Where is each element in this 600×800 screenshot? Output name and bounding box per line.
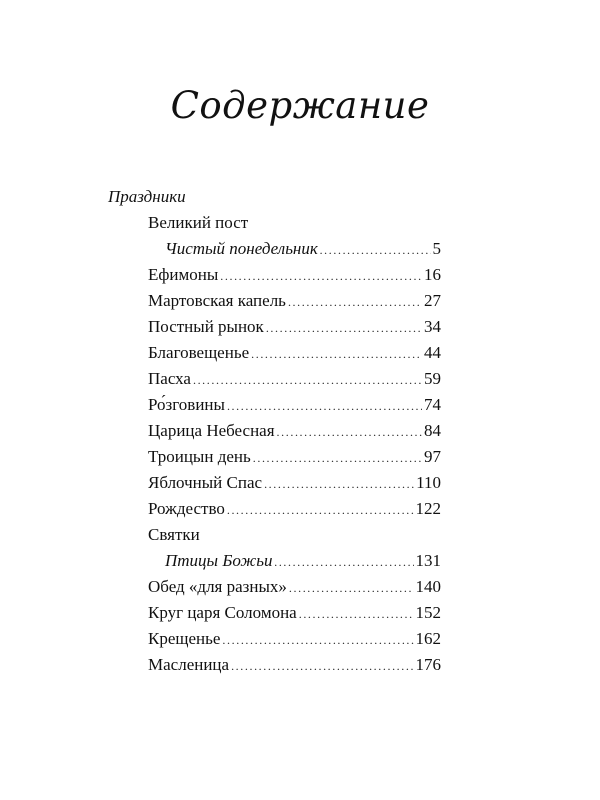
toc-leader-dots [264, 477, 414, 492]
toc-entry[interactable] [148, 603, 441, 623]
toc-entry-title: Ефимоны [148, 265, 219, 284]
page-title: Содержание [170, 84, 430, 127]
toc-entry[interactable] [148, 499, 441, 519]
toc-entry-page: 34 [424, 317, 441, 336]
toc-entry[interactable] [165, 551, 441, 571]
toc-entry[interactable] [148, 343, 441, 363]
section-heading-prazdniki: Праздники [108, 187, 186, 206]
toc-entry-title: Благовещенье [148, 343, 250, 362]
toc-entry-page: 162 [415, 629, 441, 648]
toc-leader-dots [277, 425, 422, 440]
toc-leader-dots [231, 659, 413, 674]
toc-entry-title: Масленица [148, 655, 230, 674]
toc-entry-title: Яблочный Спас [148, 473, 263, 492]
toc-entry-title: Крещенье [148, 629, 221, 648]
toc-entry-page: 110 [416, 473, 441, 492]
toc-leader-dots [220, 269, 422, 284]
toc-leader-dots [289, 581, 414, 596]
toc-entry-title: Постный рынок [148, 317, 264, 336]
toc-leader-dots [266, 321, 422, 336]
toc-entry-page: 59 [424, 369, 441, 388]
toc-entry[interactable] [148, 291, 441, 311]
toc-entry[interactable] [148, 421, 441, 441]
toc-entry-page: 84 [424, 421, 441, 440]
toc-leader-dots [227, 503, 414, 518]
toc-entry-title: Троицын день [148, 447, 251, 466]
toc-leader-dots [320, 243, 431, 258]
toc-entry-title: Рождество [148, 499, 225, 518]
toc-leader-dots [222, 633, 413, 648]
toc-leader-dots [299, 607, 414, 622]
toc-entry-title: Ро́зговины [148, 395, 225, 414]
toc-leader-dots [251, 347, 422, 362]
toc-entry-title: Обед «для разных» [148, 577, 287, 596]
toc-entry-page: 97 [424, 447, 441, 466]
toc-entry-title: Царица Небесная [148, 421, 275, 440]
toc-entry-page: 16 [424, 265, 441, 284]
toc-entry-page: 131 [415, 551, 441, 570]
toc-entry-page: 140 [415, 577, 441, 596]
toc-entry[interactable] [148, 629, 441, 649]
toc-leader-dots [227, 399, 422, 414]
toc-leader-dots [288, 295, 422, 310]
toc-entry-page: 74 [424, 395, 441, 414]
toc-entry-page: 122 [415, 499, 441, 518]
toc-entry-title: Мартовская капель [148, 291, 286, 310]
toc-entry-title: Чистый понедельник [165, 239, 318, 258]
toc-entry[interactable] [148, 577, 441, 597]
subheading-lent: Великий пост [148, 213, 249, 232]
toc-leader-dots [274, 555, 413, 570]
toc-entry-page: 176 [415, 655, 441, 674]
toc-entry-page: 27 [424, 291, 441, 310]
toc-entry[interactable] [165, 239, 441, 259]
toc-entry[interactable] [148, 317, 441, 337]
toc-entry-title: Круг царя Соломона [148, 603, 297, 622]
toc-entry[interactable] [148, 655, 441, 675]
toc-entry[interactable] [148, 473, 441, 493]
toc-entry[interactable] [148, 395, 441, 415]
toc-entry[interactable] [148, 447, 441, 467]
toc-entry[interactable] [148, 369, 441, 389]
toc-entry-page: 152 [415, 603, 441, 622]
toc-entry-page: 5 [432, 239, 441, 258]
toc-entry[interactable] [148, 265, 441, 285]
toc-entry-title: Птицы Божьи [165, 551, 273, 570]
toc-entry-title: Пасха [148, 369, 191, 388]
toc-leader-dots [193, 373, 422, 388]
subheading-svyatki: Святки [148, 525, 200, 544]
toc-leader-dots [253, 451, 422, 466]
toc-entry-page: 44 [424, 343, 441, 362]
